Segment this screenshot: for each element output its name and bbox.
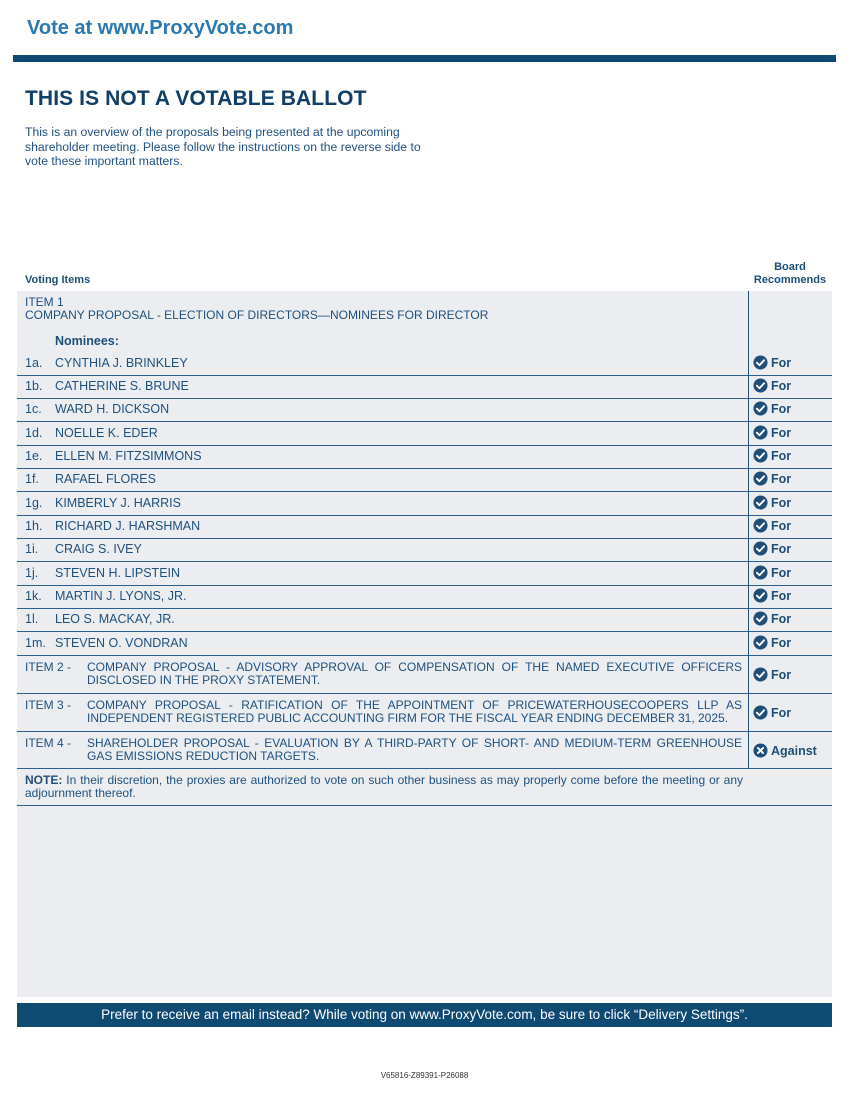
- board-recommendation: [753, 425, 791, 440]
- check-circle-icon: [753, 425, 768, 440]
- recommendation-label: For: [771, 518, 792, 533]
- nominee-number: 1l.: [25, 612, 39, 626]
- board-recommendation: [753, 518, 791, 533]
- nominee-number: 1e.: [25, 449, 43, 463]
- nominee-number: 1j.: [25, 566, 39, 580]
- board-recommendation: [753, 743, 817, 758]
- note-label: NOTE:: [25, 773, 63, 787]
- intro-paragraph: This is an overview of the proposals being presented at the upcoming shareholder meeting. Please follow the instructions on the reverse side to vote these important matters.: [25, 125, 421, 168]
- recommendation-label: For: [771, 355, 792, 370]
- board-recommendation: [753, 541, 791, 556]
- item-1-text: COMPANY PROPOSAL - ELECTION OF DIRECTORS—NOMINEES FOR DIRECTOR: [25, 307, 489, 322]
- nominee-name: LEO S. MACKAY, JR.: [55, 612, 175, 626]
- recommendation-label: For: [771, 588, 792, 603]
- board-recommendation: [753, 471, 791, 486]
- recommendation-label: For: [771, 611, 792, 626]
- page-title: THIS IS NOT A VOTABLE BALLOT: [25, 87, 367, 110]
- document-code: V65816-Z89391-P26088: [380, 1071, 469, 1080]
- nominee-number: 1c.: [25, 402, 42, 416]
- board-recommendation: [753, 635, 791, 650]
- nominee-number: 1d.: [25, 426, 43, 440]
- check-circle-icon: [753, 667, 768, 682]
- header-rule: [13, 55, 836, 62]
- nominee-number: 1h.: [25, 519, 43, 533]
- nominee-name: STEVEN H. LIPSTEIN: [55, 566, 181, 580]
- item-1: [25, 296, 488, 321]
- voting-items-header: Voting Items: [25, 274, 91, 286]
- nominee-number: 1f.: [25, 472, 39, 486]
- recommendation-label: For: [771, 401, 792, 416]
- nominee-number: 1a.: [25, 356, 43, 370]
- check-circle-icon: [753, 448, 768, 463]
- board-recommendation: [753, 448, 791, 463]
- note-text: [25, 774, 743, 799]
- nominee-name: RICHARD J. HARSHMAN: [55, 519, 201, 533]
- proposal-text: SHAREHOLDER PROPOSAL - EVALUATION BY A THIRD-PARTY OF SHORT- AND MEDIUM-TERM GREENHOUSE GAS EMISSIONS REDUCTION TARGETS.: [87, 736, 742, 763]
- board-recommends-header: Board Recommends: [753, 261, 827, 286]
- note-divider: [17, 805, 832, 806]
- nominee-name: STEVEN O. VONDRAN: [55, 636, 188, 650]
- proposal-label: ITEM 4 -: [25, 736, 72, 750]
- board-recommendation: [753, 611, 791, 626]
- nominee-name: KIMBERLY J. HARRIS: [55, 496, 181, 510]
- board-recommendation: [753, 588, 791, 603]
- nominees-label: Nominees:: [55, 334, 119, 348]
- item-1-label: ITEM 1: [25, 295, 64, 309]
- check-circle-icon: [753, 588, 768, 603]
- board-recommendation: [753, 705, 791, 720]
- board-recommendation: [753, 495, 791, 510]
- check-circle-icon: [753, 565, 768, 580]
- nominee-number: 1i.: [25, 542, 39, 556]
- x-circle-icon: [753, 743, 768, 758]
- nominee-name: MARTIN J. LYONS, JR.: [55, 589, 187, 603]
- check-circle-icon: [753, 378, 768, 393]
- nominee-name: ELLEN M. FITZSIMMONS: [55, 449, 202, 463]
- check-circle-icon: [753, 471, 768, 486]
- nominee-number: 1g.: [25, 496, 43, 510]
- check-circle-icon: [753, 635, 768, 650]
- proposal-text: COMPANY PROPOSAL - RATIFICATION OF THE APPOINTMENT OF PRICEWATERHOUSECOOPERS LLP AS INDEPENDENT REGISTERED PUBLIC ACCOUNTING FIRM FOR THE FISCAL YEAR ENDING DECEMBER 31, 2025.: [87, 698, 742, 725]
- recommendation-label: For: [771, 635, 792, 650]
- check-circle-icon: [753, 401, 768, 416]
- note-body: In their discretion, the proxies are authorized to vote on such other business as may properly come before the meeting or any adjournment thereof.: [25, 773, 744, 800]
- recommendation-label: For: [771, 378, 792, 393]
- nominee-number: 1m.: [25, 636, 46, 650]
- nominee-number: 1b.: [25, 379, 43, 393]
- recommendation-label: For: [771, 425, 792, 440]
- nominee-name: CATHERINE S. BRUNE: [55, 379, 189, 393]
- board-recommendation: [753, 565, 791, 580]
- board-recommendation: [753, 667, 791, 682]
- recommendation-label: For: [771, 565, 792, 580]
- proposal-label: ITEM 3 -: [25, 698, 72, 712]
- board-recommendation: [753, 401, 791, 416]
- recommendation-label: For: [771, 541, 792, 556]
- delivery-settings-banner: Prefer to receive an email instead? While voting on www.ProxyVote.com, be sure to click “Delivery Settings”.: [17, 1003, 832, 1027]
- check-circle-icon: [753, 355, 768, 370]
- nominee-number: 1k.: [25, 589, 42, 603]
- proxyvote-brand-title: Vote at www.ProxyVote.com: [27, 17, 294, 39]
- board-recommendation: [753, 378, 791, 393]
- check-circle-icon: [753, 518, 768, 533]
- nominee-name: CRAIG S. IVEY: [55, 542, 142, 556]
- nominee-name: NOELLE K. EDER: [55, 426, 158, 440]
- check-circle-icon: [753, 611, 768, 626]
- check-circle-icon: [753, 495, 768, 510]
- recommend-column-divider: [748, 291, 749, 768]
- recommendation-label: Against: [771, 743, 817, 758]
- recommendation-label: For: [771, 495, 792, 510]
- nominee-name: WARD H. DICKSON: [55, 402, 170, 416]
- recommendation-label: For: [771, 705, 792, 720]
- table-top-edge: [17, 291, 832, 292]
- proposal-label: ITEM 2 -: [25, 660, 72, 674]
- recommendation-label: For: [771, 448, 792, 463]
- recommendation-label: For: [771, 471, 792, 486]
- nominee-name: CYNTHIA J. BRINKLEY: [55, 356, 188, 370]
- proposal-text: COMPANY PROPOSAL - ADVISORY APPROVAL OF COMPENSATION OF THE NAMED EXECUTIVE OFFICERS DISCLOSED IN THE PROXY STATEMENT.: [87, 660, 742, 687]
- check-circle-icon: [753, 541, 768, 556]
- check-circle-icon: [753, 705, 768, 720]
- board-recommendation: [753, 355, 791, 370]
- nominee-name: RAFAEL FLORES: [55, 472, 156, 486]
- recommendation-label: For: [771, 667, 792, 682]
